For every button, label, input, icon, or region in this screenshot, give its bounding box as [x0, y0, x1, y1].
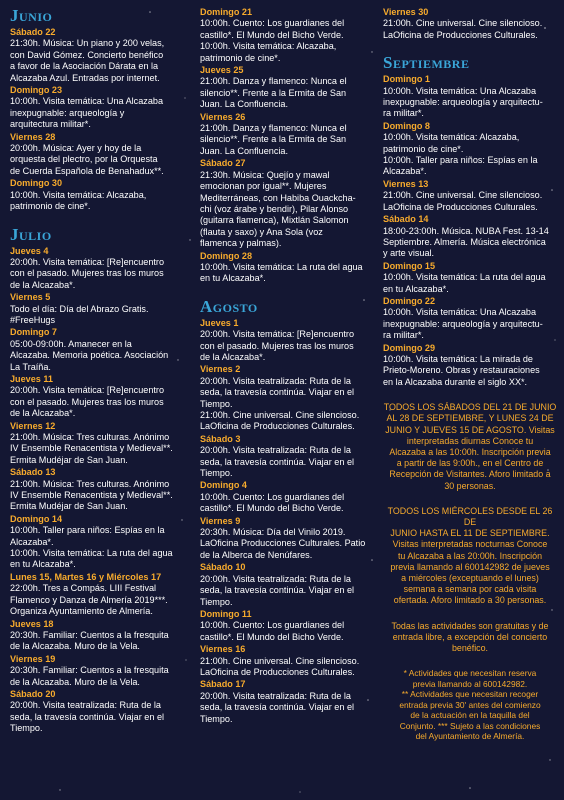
event-date: Viernes 28	[10, 131, 56, 142]
event-description: 18:00-23:00h. Música. NUBA Fest. 13-14 Septiembre. Almería. Música electrónica y arte visual.	[383, 225, 549, 259]
event-date: Jueves 4	[10, 245, 49, 256]
event-description: 10:00h. Taller para niños: Espías en la Alcazaba*.	[383, 155, 538, 177]
event-description: 10:00h. Visita temática: Alcazaba, patrimonio de cine*.	[383, 132, 520, 154]
event-date: Domingo 28	[200, 250, 253, 261]
event-date: Domingo 21	[200, 7, 253, 17]
column-august-september	[383, 6, 557, 742]
event-description: 21:00h. Danza y flamenco: Nunca el silencio**. Frente a la Ermita de San Juan. La Confluencia.	[200, 76, 347, 110]
event-date: Jueves 1	[200, 317, 239, 328]
event-description: 20:00h. Visita teatralizada: Ruta de la seda, la travesía continúa. Viajar en el Tiempo.	[200, 445, 355, 479]
event-description: 21:00h. Cine universal. Cine silencioso. LaOficina de Producciones Culturales.	[200, 655, 360, 677]
event-description: 21:00h. Música: Tres culturas. Anónimo IV Ensemble Renacentista y Medieval**. Ermita Mudéjar de San Juan.	[10, 432, 173, 465]
event-date: Sábado 22	[10, 27, 56, 37]
event-description: 22:00h. Tres a Compás. LIII Festival Flamenco y Danza de Almería 2019***. Organiza Ayuntamiento de Almería.	[10, 583, 168, 617]
event-description: 20:00h. Visita temática: [Re]encuentro con el pasado. Mujeres tras los muros de la Alcazaba*.	[10, 385, 165, 419]
section-gap	[10, 213, 190, 225]
section-gap	[200, 285, 376, 297]
event-date: Domingo 29	[383, 342, 436, 353]
event-description: 10:00h. Taller para niños: Espías en la Alcazaba*.	[10, 525, 165, 547]
column-july-august	[200, 6, 376, 725]
event-date: Domingo 30	[10, 178, 63, 189]
event-description: 10:00h. Visita temática: Una Alcazaba inexpugnable: arqueología y arquitectura militar*.	[10, 96, 164, 130]
event-date: Domingo 8	[383, 120, 430, 131]
event-date: Domingo 14	[10, 513, 63, 524]
event-date: Viernes 12	[10, 420, 56, 431]
month-heading-agosto: Agosto	[200, 296, 258, 316]
event-description: 20:30h. Familiar: Cuentos a la fresquita de la Alcazaba. Muro de la Vela.	[10, 629, 169, 652]
month-heading-septiembre: Septiembre	[383, 53, 470, 73]
event-description: 05:00-09:00h. Amanecer en la Alcazaba. Memoria poética. Asociación La Traíña.	[10, 338, 169, 372]
event-description: 10:00h. Visita temática: La ruta del agua en tu Alcazaba*.	[10, 548, 173, 570]
footnote-legend: * Actividades que necesitan reserva previa llamando al 600142982. ** Actividades que necesitan recoger entrada previa 30' antes del comienzo de la actuación en la taquilla del Conjunto. *** Sujeto a las condiciones del Ayuntamiento de Almería.	[399, 668, 541, 742]
event-description: 10:00h. Visita temática: Una Alcazaba inexpugnable: arqueología y arquitectu- ra militar*.	[383, 307, 543, 341]
event-date: Jueves 18	[10, 618, 54, 629]
event-description: 20:30h. Familiar: Cuentos a la fresquita de la Alcazaba. Muro de la Vela.	[10, 665, 169, 687]
event-date: Domingo 4	[200, 480, 247, 491]
event-description: Todo el día: Día del Abrazo Gratis. #FreeHugs	[10, 303, 149, 325]
event-date: Sábado 14	[383, 214, 429, 225]
event-description: 20:00h. Visita teatralizada: Ruta de la seda, la travesía continúa. Viajar en el Tiempo.	[10, 700, 165, 734]
event-description: 21:00h. Danza y flamenco: Nunca el silencio**. Frente a la Ermita de San Juan. La Confluencia.	[200, 123, 347, 156]
event-description: 20:00h. Visita teatralizada: Ruta de la seda, la travesía continúa. Viajar en el Tiempo.	[200, 690, 355, 724]
event-date: Sábado 17	[200, 679, 246, 690]
event-description: 10:00h. Visita temática: Alcazaba, patrimonio de cine*.	[10, 189, 147, 212]
event-description: 10:00h. Visita temática: La ruta del agua en tu Alcazaba*.	[200, 261, 363, 284]
event-description: 20:00h. Música: Ayer y hoy de la orquesta del plectro, por la Orquesta de Cuerda Española de Benahadux**.	[10, 143, 164, 176]
event-description: 21:00h. Música: Tres culturas. Anónimo IV Ensemble Renacentista y Medieval**. Ermita Mudéjar de San Juan.	[10, 478, 173, 512]
info-note: Todas las actividades son gratuitas y de entrada libre, a excepción del concierto benéfico.	[391, 620, 549, 654]
event-date: Viernes 5	[10, 292, 51, 303]
event-description: 21:00h. Cine universal. Cine silencioso. LaOficina de Producciones Culturales.	[383, 18, 543, 40]
info-note: TODOS LOS MIÉRCOLES DESDE EL 26 DE JUNIO HASTA EL 11 DE SEPTIEMBRE. Visitas interpretadas nocturnas Conoce tu Alcazaba a las 20:00h. Inscripción previa llamando al 600142982 de jueves a miércoles (exceptuando el lunes) semana a semana por cada visita ofertada. Aforo limitado a 30 personas.	[387, 505, 553, 606]
event-date: Domingo 1	[383, 74, 430, 85]
event-date: Domingo 23	[10, 85, 63, 96]
event-description: 10:00h. Visita temática: La ruta del agua en tu Alcazaba*.	[383, 272, 546, 294]
event-date: Domingo 22	[383, 295, 436, 306]
event-date: Domingo 15	[383, 260, 436, 271]
event-description: 10:00h. Visita temática: La mirada de Prieto-Moreno. Obras y restauraciones en la Alcazaba durante el siglo XX*.	[383, 353, 540, 387]
event-date: Domingo 7	[10, 327, 57, 338]
info-note: TODOS LOS SÁBADOS DEL 21 DE JUNIO AL 28 DE SEPTIEMBRE, Y LUNES 24 DE JUNIO Y JUEVES 15 DE AGOSTO. Visitas interpretadas diurnas Conoce tu Alcazaba a las 10:00h. Inscripción previa a partir de las 9:00h., en el Centro de Recepción de Visitantes. Aforo limitado a 30 personas.	[383, 402, 557, 491]
event-description: 20:00h. Visita teatralizada: Ruta de la seda, la travesía continúa. Viajar en el Tiempo.	[200, 375, 355, 409]
event-date: Sábado 3	[200, 433, 241, 444]
event-description: 21:00h. Cine universal. Cine silencioso. LaOficina de Producciones Culturales.	[200, 410, 360, 432]
event-date: Jueves 11	[10, 373, 53, 384]
event-date: Viernes 2	[200, 364, 241, 375]
event-date: Domingo 11	[200, 608, 252, 619]
event-description: 10:00h. Cuento: Los guardianes del castillo*. El Mundo del Bicho Verde.	[200, 18, 345, 40]
event-date: Viernes 30	[383, 7, 429, 17]
event-description: 10:00h. Cuento: Los guardianes del castillo*. El Mundo del Bicho Verde.	[200, 620, 345, 642]
event-description: 20:30h. Música: Día del Vinilo 2019. LaOficina Producciones Culturales. Patio de la Alberca de Nenúfares.	[200, 527, 366, 560]
event-date: Viernes 9	[200, 515, 241, 526]
event-date: Sábado 27	[200, 158, 246, 169]
event-description: 21:30h. Música: Quejío y mawal emocionan por igual**. Mujeres Mediterráneas, con Habiba Ouackcha- chi (voz árabe y bendir), Pilar Alonso (guitarra flamenca), Mixtlán Salomon (flauta y saxo) y Ana Sola (voz flamenca y palmas).	[200, 169, 356, 249]
event-description: 10:00h. Visita temática: Alcazaba, patrimonio de cine*.	[200, 41, 337, 63]
section-gap	[383, 41, 557, 53]
event-date: Sábado 10	[200, 562, 246, 573]
event-description: 20:00h. Visita teatralizada: Ruta de la seda, la travesía continúa. Viajar en el Tiempo.	[200, 573, 355, 607]
event-date: Sábado 13	[10, 467, 56, 478]
event-date: Sábado 20	[10, 688, 56, 699]
event-date: Jueves 25	[200, 65, 244, 76]
event-description: 10:00h. Cuento: Los guardianes del castillo*. El Mundo del Bicho Verde.	[200, 491, 345, 514]
event-date: Viernes 26	[200, 111, 246, 122]
month-heading-julio: Julio	[10, 224, 52, 244]
event-description: 10:00h. Visita temática: Una Alcazaba inexpugnable: arqueología y arquitectu- ra militar*.	[383, 85, 543, 119]
column-june-july	[10, 6, 190, 735]
event-description: 21:30h. Música: Un piano y 200 velas, con David Gómez. Concierto benéfico a favor de la Asociación Dárata en la Alcazaba Azul. Entradas por internet.	[10, 38, 165, 83]
event-date: Lunes 15, Martes 16 y Miércoles 17	[10, 571, 162, 582]
event-description: 20:00h. Visita temática: [Re]encuentro con el pasado. Mujeres tras los muros de la Alcazaba*.	[10, 256, 165, 290]
event-description: 20:00h. Visita temática: [Re]encuentro con el pasado. Mujeres tras los muros de la Alcazaba*.	[200, 329, 355, 362]
event-date: Viernes 19	[10, 653, 56, 664]
event-date: Viernes 13	[383, 178, 429, 189]
event-date: Viernes 16	[200, 644, 246, 655]
event-description: 21:00h. Cine universal. Cine silencioso. LaOficina de Producciones Culturales.	[383, 190, 543, 212]
month-heading-junio: Junio	[10, 6, 53, 25]
